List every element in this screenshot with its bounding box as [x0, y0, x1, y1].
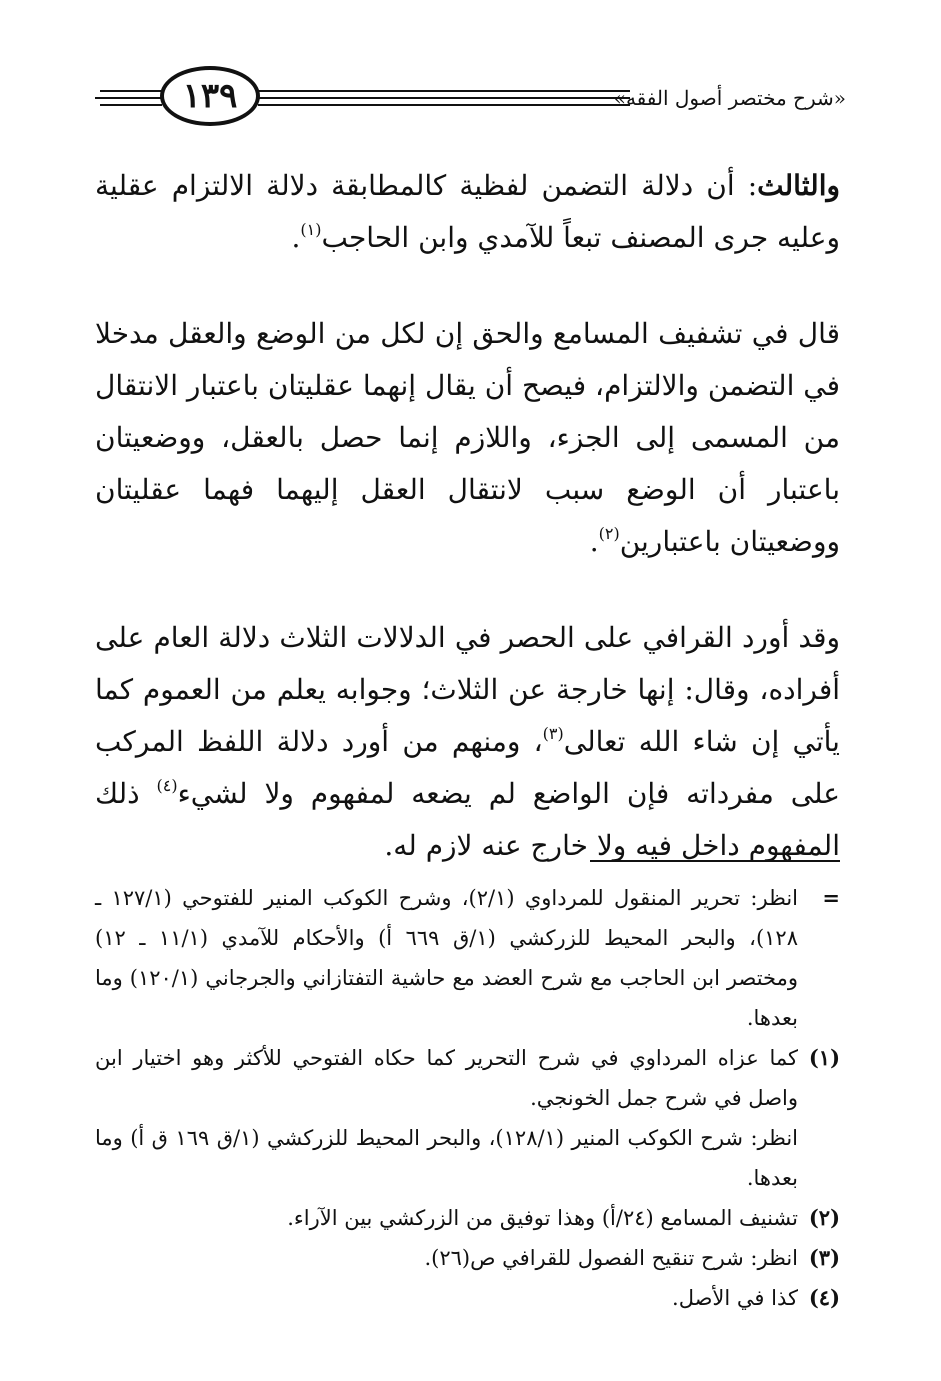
footnote-ref: (١): [300, 220, 322, 239]
footnote-mark: (١): [808, 1045, 840, 1070]
paragraph: [95, 308, 840, 568]
header-rule: [100, 90, 162, 92]
paragraph-text: وقد أورد القرافي على الحصر في الدلالات الثلاث دلالة العام على أفراده، وقال: إنها خارجة عن الثلاث؛ وجوابه يعلم من العموم كما يأتي إن شاء الله تعالى: [95, 621, 840, 758]
footnote-1: [95, 1038, 840, 1198]
header-rule: [258, 104, 630, 106]
footnote-text: انظر: تحرير المنقول للمرداوي (٢/١)، وشرح الكوكب المنير للفتوحي (١٢٧/١ ـ ١٢٨)، والبحر المحيط للزركشي (١/ق ٦٦٩ أ) والأحكام للآمدي (١١/١ ـ ١٢) ومختصر ابن الحاجب مع شرح العضد مع حاشية التفتازاني والجرجاني (١٢٠/١) وما بعدها.: [95, 886, 799, 1030]
book-title: «شرح مختصر أصول الفقه»: [613, 86, 846, 110]
header-rule: [258, 90, 630, 92]
footnote-text: كما عزاه المرداوي في شرح التحرير كما حكاه الفتوحي للأكثر وهو اختيار ابن واصل في شرح جمل الخونجي.: [95, 1046, 798, 1110]
footnote-mark: (٤): [808, 1285, 840, 1310]
footnote-ref: (٤): [156, 776, 178, 795]
footnote-text: انظر: شرح تنقيح الفصول للقرافي ص(٢٦).: [424, 1246, 798, 1270]
paragraph-text: ، ومنهم من أورد دلالة اللفظ المركب على مفرداته فإن الواضع لم يضعه لمفهوم ولا لشيء: [95, 725, 841, 810]
footnotes: [95, 878, 840, 1318]
paragraph-end: .: [291, 221, 301, 254]
footnote-mark: =: [822, 885, 840, 910]
paragraph-end: .: [589, 525, 599, 558]
paragraph-text: ذلك المفهوم داخل فيه ولا خارج عنه لازم له.: [95, 777, 840, 862]
footnote-text: تشنيف المسامع (٢٤/أ) وهذا توفيق من الزركشي بين الآراء.: [287, 1206, 798, 1230]
footnote-continuation: [95, 878, 840, 1038]
footnote-text: انظر: شرح الكوكب المنير (١٢٨/١)، والبحر المحيط للزركشي (١/ق ١٦٩ ق أ) وما بعدها.: [95, 1126, 799, 1190]
paragraph-text: : أن دلالة التضمن لفظية كالمطابقة دلالة الالتزام عقلية وعليه جرى المصنف تبعاً للآمدي وابن الحاجب: [95, 169, 840, 254]
footnote-4: [95, 1278, 840, 1318]
footnote-mark: (٢): [808, 1205, 840, 1230]
header-rule: [258, 97, 630, 99]
page-header: [0, 64, 941, 134]
footnote-divider: [590, 860, 840, 862]
header-rule: [95, 97, 163, 99]
header-rule: [100, 104, 162, 106]
footnote-text: كذا في الأصل.: [672, 1286, 798, 1310]
paragraph: [95, 160, 840, 264]
page-number: ١٣٩: [160, 66, 260, 126]
footnote-3: [95, 1238, 840, 1278]
paragraph-lead: والثالث: [757, 169, 840, 202]
footnote-ref: (٢): [598, 524, 620, 543]
footnote-mark: (٣): [808, 1245, 840, 1270]
footnote-ref: (٣): [542, 724, 564, 743]
paragraph-text: قال في تشفيف المسامع والحق إن لكل من الوضع والعقل مدخلا في التضمن والالتزام، فيصح أن يقال إنهما عقليتان باعتبار الانتقال من المسمى إلى الجزء، واللازم إنما حصل بالعقل، ووضعيتان باعتبار أن الوضع سبب لانتقال العقل إليهما فهما عقليتان ووضعيتان باعتبارين: [95, 317, 840, 558]
footnote-2: [95, 1198, 840, 1238]
main-text: [95, 160, 840, 872]
paragraph: [95, 612, 840, 872]
